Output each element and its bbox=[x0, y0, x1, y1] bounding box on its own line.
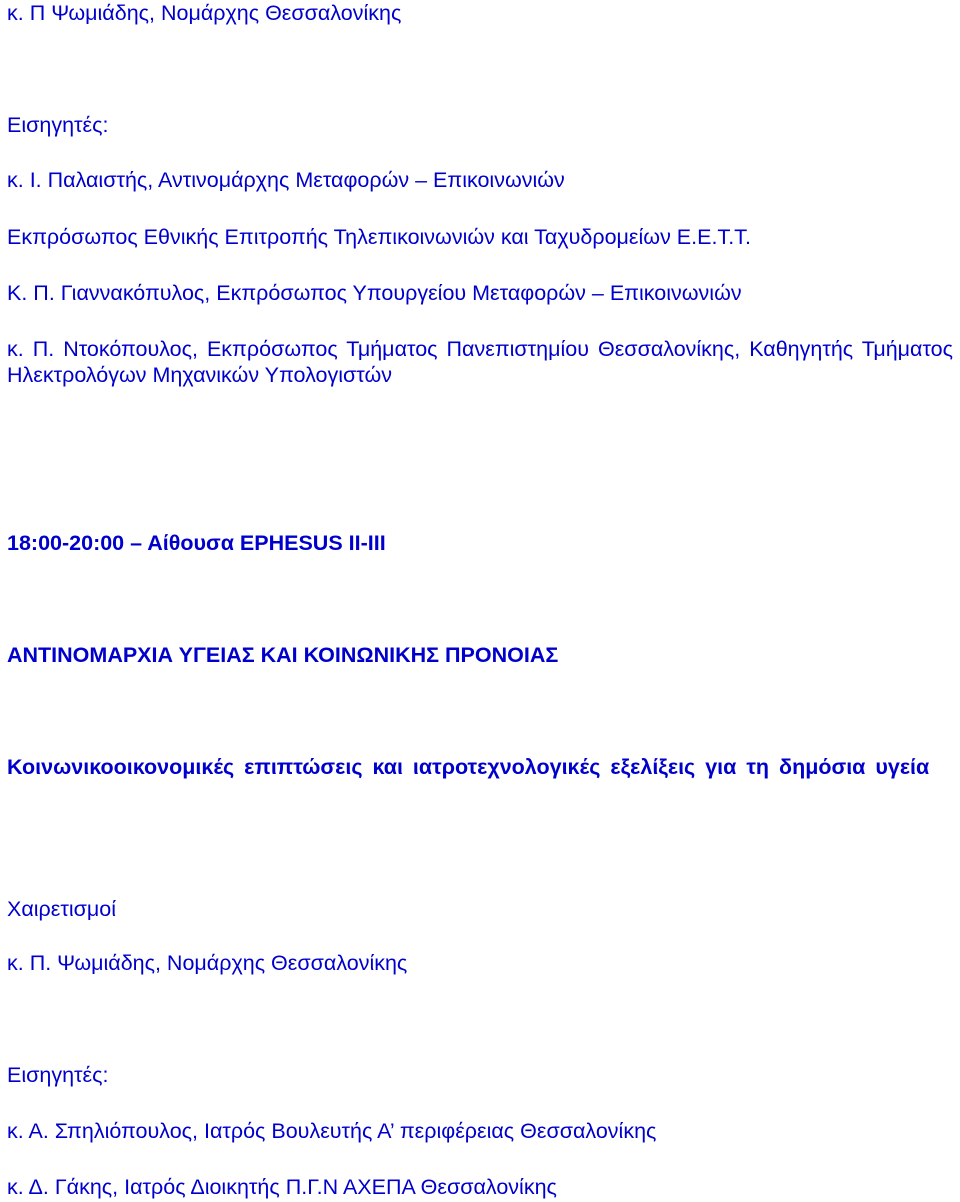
speaker-item: κ. Ι. Παλαιστής, Αντινομάρχης Μεταφορών – Επικοινωνιών bbox=[7, 168, 565, 192]
speaker-item: κ. Δ. Γάκης, Ιατρός Διοικητής Π.Γ.Ν ΑΧΕΠΑ Θεσσαλονίκης bbox=[7, 1175, 557, 1199]
speakers-label: Εισηγητές: bbox=[7, 1063, 109, 1087]
speaker-item: κ. Α. Σπηλιόπουλος, Ιατρός Βουλευτής Α’ περιφέρειας Θεσσαλονίκης bbox=[7, 1119, 657, 1143]
session-time: 18:00-20:00 – Αίθουσα EPHESUS II-III bbox=[7, 531, 386, 555]
speaker-item: Εκπρόσωπος Εθνικής Επιτροπής Τηλεπικοινωνιών και Ταχυδρομείων Ε.Ε.Τ.Τ. bbox=[7, 225, 751, 249]
speaker-item: κ. Π. Ντοκόπουλος, Εκπρόσωπος Τμήματος Πανεπιστημίου Θεσσαλονίκης, Καθηγητής Τμήματος Ηλεκτρολόγων Μηχανικών Υπολογιστών bbox=[7, 337, 953, 387]
greeting-item: κ. Π. Ψωμιάδης, Νομάρχης Θεσσαλονίκης bbox=[7, 951, 408, 975]
speakers-label: Εισηγητές: bbox=[7, 113, 109, 137]
greetings-label: Χαιρετισμοί bbox=[7, 897, 117, 921]
speaker-item: Κ. Π. Γιαννακόπυλος, Εκπρόσωπος Υπουργείου Μεταφορών – Επικοινωνιών bbox=[7, 281, 742, 305]
top-line: κ. Π Ψωμιάδης, Νομάρχης Θεσσαλονίκης bbox=[7, 1, 402, 25]
session-topic: Κοινωνικοοικονομικές επιπτώσεις και ιατροτεχνολογικές εξελίξεις για τη δημόσια υγεία bbox=[7, 755, 930, 779]
session-heading: ΑΝΤΙΝΟΜΑΡΧΙΑ ΥΓΕΙΑΣ ΚΑΙ ΚΟΙΝΩΝΙΚΗΣ ΠΡΟΝΟΙΑΣ bbox=[7, 643, 559, 667]
